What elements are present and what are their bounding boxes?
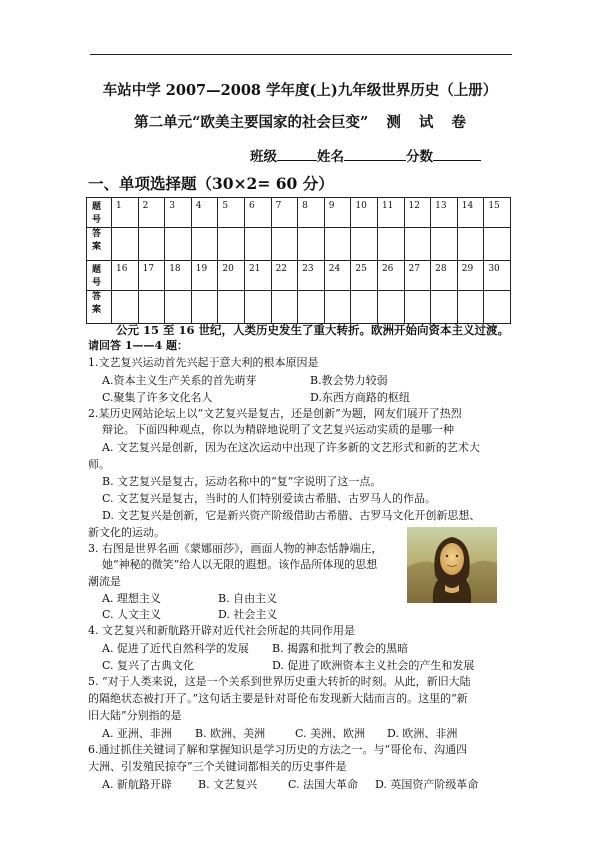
question-number: 3 xyxy=(165,198,192,228)
student-info xyxy=(250,145,481,165)
intro-instruction: 请回答 1——4 题： xyxy=(88,339,188,352)
q5-option-a[interactable]: A. 亚洲、非洲 xyxy=(102,727,172,740)
q3-option-d[interactable]: D. 社会主义 xyxy=(218,608,278,621)
top-rule xyxy=(90,54,512,55)
answer-cell[interactable] xyxy=(244,291,271,324)
question-number: 25 xyxy=(351,261,378,291)
question-number: 8 xyxy=(298,198,325,228)
table-row xyxy=(87,261,511,291)
answer-cell[interactable] xyxy=(324,228,351,261)
question-number: 19 xyxy=(191,261,218,291)
exam-subtitle xyxy=(0,111,600,132)
question-number: 23 xyxy=(298,261,325,291)
score-label: 分数 xyxy=(406,149,433,165)
q1-option-c[interactable]: C.聚集了许多文化名人 xyxy=(102,391,213,404)
question-number: 4 xyxy=(191,198,218,228)
q2-option-a[interactable]: A. 文艺复兴是创新，因为在这次运动中出现了许多新的文艺形式和新的艺术大 xyxy=(102,441,480,454)
q5-option-b[interactable]: B. 欧洲、美洲 xyxy=(195,727,266,740)
name-label: 姓名 xyxy=(317,149,344,165)
q2-option-d[interactable]: D. 文艺复兴是创新，它是新兴资产阶级借助古希腊、古罗马文化开创新思想、 xyxy=(102,509,481,522)
row-label: 答 案 xyxy=(87,228,112,261)
q1-option-a[interactable]: A.资本主义生产关系的首先萌芽 xyxy=(102,374,257,387)
answer-cell[interactable] xyxy=(271,228,298,261)
question-5-stem: 旧大陆”分别指的是 xyxy=(88,709,182,722)
answer-cell[interactable] xyxy=(484,291,511,324)
question-number: 21 xyxy=(244,261,271,291)
question-1-stem: 1.文艺复兴运动首先兴起于意大利的根本原因是 xyxy=(88,356,319,369)
answer-cell[interactable] xyxy=(244,228,271,261)
answer-cell[interactable] xyxy=(484,228,511,261)
question-number: 22 xyxy=(271,261,298,291)
answer-cell[interactable] xyxy=(165,228,192,261)
q3-option-c[interactable]: C. 人文主义 xyxy=(102,608,162,621)
question-number: 28 xyxy=(431,261,458,291)
question-number: 18 xyxy=(165,261,192,291)
q6-option-a[interactable]: A. 新航路开辟 xyxy=(102,778,172,791)
q6-option-b[interactable]: B. 文艺复兴 xyxy=(198,778,258,791)
question-4-stem: 4. 文艺复兴和新航路开辟对近代社会所起的共同作用是 xyxy=(88,624,355,637)
q4-option-d[interactable]: D. 促进了欧洲资本主义社会的产生和发展 xyxy=(272,659,475,672)
question-6-stem: 6.通过抓住关键词了解和掌握知识是学习历史的方法之一。与“哥伦布、沟通四 xyxy=(88,743,468,756)
answer-cell[interactable] xyxy=(457,228,484,261)
q2-option-c[interactable]: C. 文艺复兴是复古，当时的人们特别爱读古希腊、古罗马人的作品。 xyxy=(102,492,437,505)
section-title: 一、单项选择题（30×2= 60 分） xyxy=(88,174,334,193)
table-row xyxy=(87,198,511,228)
answer-cell[interactable] xyxy=(324,291,351,324)
question-number: 6 xyxy=(244,198,271,228)
answer-cell[interactable] xyxy=(431,228,458,261)
subtitle-char-3: 卷 xyxy=(451,114,466,131)
intro-lead: 公元 15 至 16 世纪，人类历史发生了重大转折。欧洲开始向资本主义过渡。 xyxy=(116,323,510,337)
answer-cell[interactable] xyxy=(298,228,325,261)
answer-cell[interactable] xyxy=(431,291,458,324)
q2-option-b[interactable]: B. 文艺复兴是复古，运动名称中的“复”字说明了这一点。 xyxy=(102,475,382,488)
question-number: 12 xyxy=(404,198,431,228)
exam-title: 车站中学 2007—2008 学年度(上)九年级世界历史（上册） xyxy=(102,82,498,99)
answer-cell[interactable] xyxy=(138,228,165,261)
question-number: 14 xyxy=(457,198,484,228)
class-label: 班级 xyxy=(250,149,277,165)
unit-title: 第二单元“欧美主要国家的社会巨变” xyxy=(134,114,369,131)
answer-cell[interactable] xyxy=(298,291,325,324)
question-number: 16 xyxy=(112,261,139,291)
q4-option-a[interactable]: A. 促进了近代自然科学的发展 xyxy=(102,642,249,655)
answer-cell[interactable] xyxy=(218,291,245,324)
question-number: 17 xyxy=(138,261,165,291)
question-number: 11 xyxy=(377,198,404,228)
q1-option-d[interactable]: D.东西方商路的枢纽 xyxy=(310,391,410,404)
answer-cell[interactable] xyxy=(165,291,192,324)
answer-cell[interactable] xyxy=(271,291,298,324)
mona-lisa-painting-icon xyxy=(407,527,497,603)
question-6-stem: 大洲、引发殖民掠夺”三个关键词都相关的历史事件是 xyxy=(88,760,347,773)
question-number: 27 xyxy=(404,261,431,291)
question-2-stem: 2.某历史网站论坛上以“文艺复兴是复古，还是创新”为题，网友们展开了热烈 xyxy=(88,407,462,420)
q3-option-b[interactable]: B. 自由主义 xyxy=(218,592,278,605)
row-label: 答 案 xyxy=(87,291,112,324)
answer-cell[interactable] xyxy=(377,228,404,261)
question-number: 1 xyxy=(112,198,139,228)
answer-cell[interactable] xyxy=(377,291,404,324)
question-5-stem: 5. “对于人类来说，这是一个关系到世界历史重大转折的时刻。从此，新旧大陆 xyxy=(88,675,471,688)
q2-option-a-cont[interactable]: 师。 xyxy=(88,458,110,471)
q1-option-b[interactable]: B.教会势力较弱 xyxy=(310,374,388,387)
answer-cell[interactable] xyxy=(404,228,431,261)
q5-option-d[interactable]: D. 欧洲、非洲 xyxy=(387,727,458,740)
table-row xyxy=(87,228,511,261)
question-number: 2 xyxy=(138,198,165,228)
question-3-stem: 3. 右图是世界名画《蒙娜丽莎》，画面人物的神态恬静端庄， xyxy=(88,542,383,555)
question-number: 5 xyxy=(218,198,245,228)
q4-option-c[interactable]: C. 复兴了古典文化 xyxy=(102,659,195,672)
answer-cell[interactable] xyxy=(191,228,218,261)
answer-cell[interactable] xyxy=(457,291,484,324)
question-number: 26 xyxy=(377,261,404,291)
question-3-stem: 她“神秘的微笑”给人以无限的遐想。该作品所体现的思想 xyxy=(102,558,378,571)
question-2-stem: 辩论。下面四种观点，你以为精辟地说明了文艺复兴运动实质的是哪一种 xyxy=(102,423,454,436)
question-number: 20 xyxy=(218,261,245,291)
question-number: 29 xyxy=(457,261,484,291)
answer-cell[interactable] xyxy=(112,228,139,261)
question-number: 13 xyxy=(431,198,458,228)
question-number: 9 xyxy=(324,198,351,228)
q6-option-c[interactable]: C. 法国大革命 xyxy=(288,778,359,791)
name-field[interactable] xyxy=(344,147,406,161)
score-field[interactable] xyxy=(433,147,481,161)
question-number: 7 xyxy=(271,198,298,228)
question-3-stem: 潮流是 xyxy=(88,575,121,588)
subtitle-char-2: 试 xyxy=(418,114,434,131)
question-5-stem: 的隔绝状态被打开了。”这句话主要是针对哥伦布发现新大陆而言的。这里的“新 xyxy=(88,692,468,705)
q4-option-b[interactable]: B. 揭露和批判了教会的黑暗 xyxy=(272,642,409,655)
q3-option-a[interactable]: A. 理想主义 xyxy=(102,592,161,605)
answer-cell[interactable] xyxy=(218,228,245,261)
question-number: 10 xyxy=(351,198,378,228)
question-number: 15 xyxy=(484,198,511,228)
answer-cell[interactable] xyxy=(351,228,378,261)
question-number: 30 xyxy=(484,261,511,291)
answer-cell[interactable] xyxy=(404,291,431,324)
question-number: 24 xyxy=(324,261,351,291)
answer-cell[interactable] xyxy=(191,291,218,324)
answer-cell[interactable] xyxy=(351,291,378,324)
q6-option-d[interactable]: D. 英国资产阶级革命 xyxy=(375,778,479,791)
q5-option-c[interactable]: C. 美洲、欧洲 xyxy=(295,727,366,740)
row-label: 题 号 xyxy=(87,198,112,228)
q2-option-d-cont[interactable]: 新文化的运动。 xyxy=(88,526,165,539)
answer-cell[interactable] xyxy=(112,291,139,324)
row-label: 题 号 xyxy=(87,261,112,291)
subtitle-char-1: 测 xyxy=(386,114,401,131)
class-field[interactable] xyxy=(277,147,317,161)
answer-cell[interactable] xyxy=(138,291,165,324)
answer-table xyxy=(86,197,511,324)
table-row xyxy=(87,291,511,324)
